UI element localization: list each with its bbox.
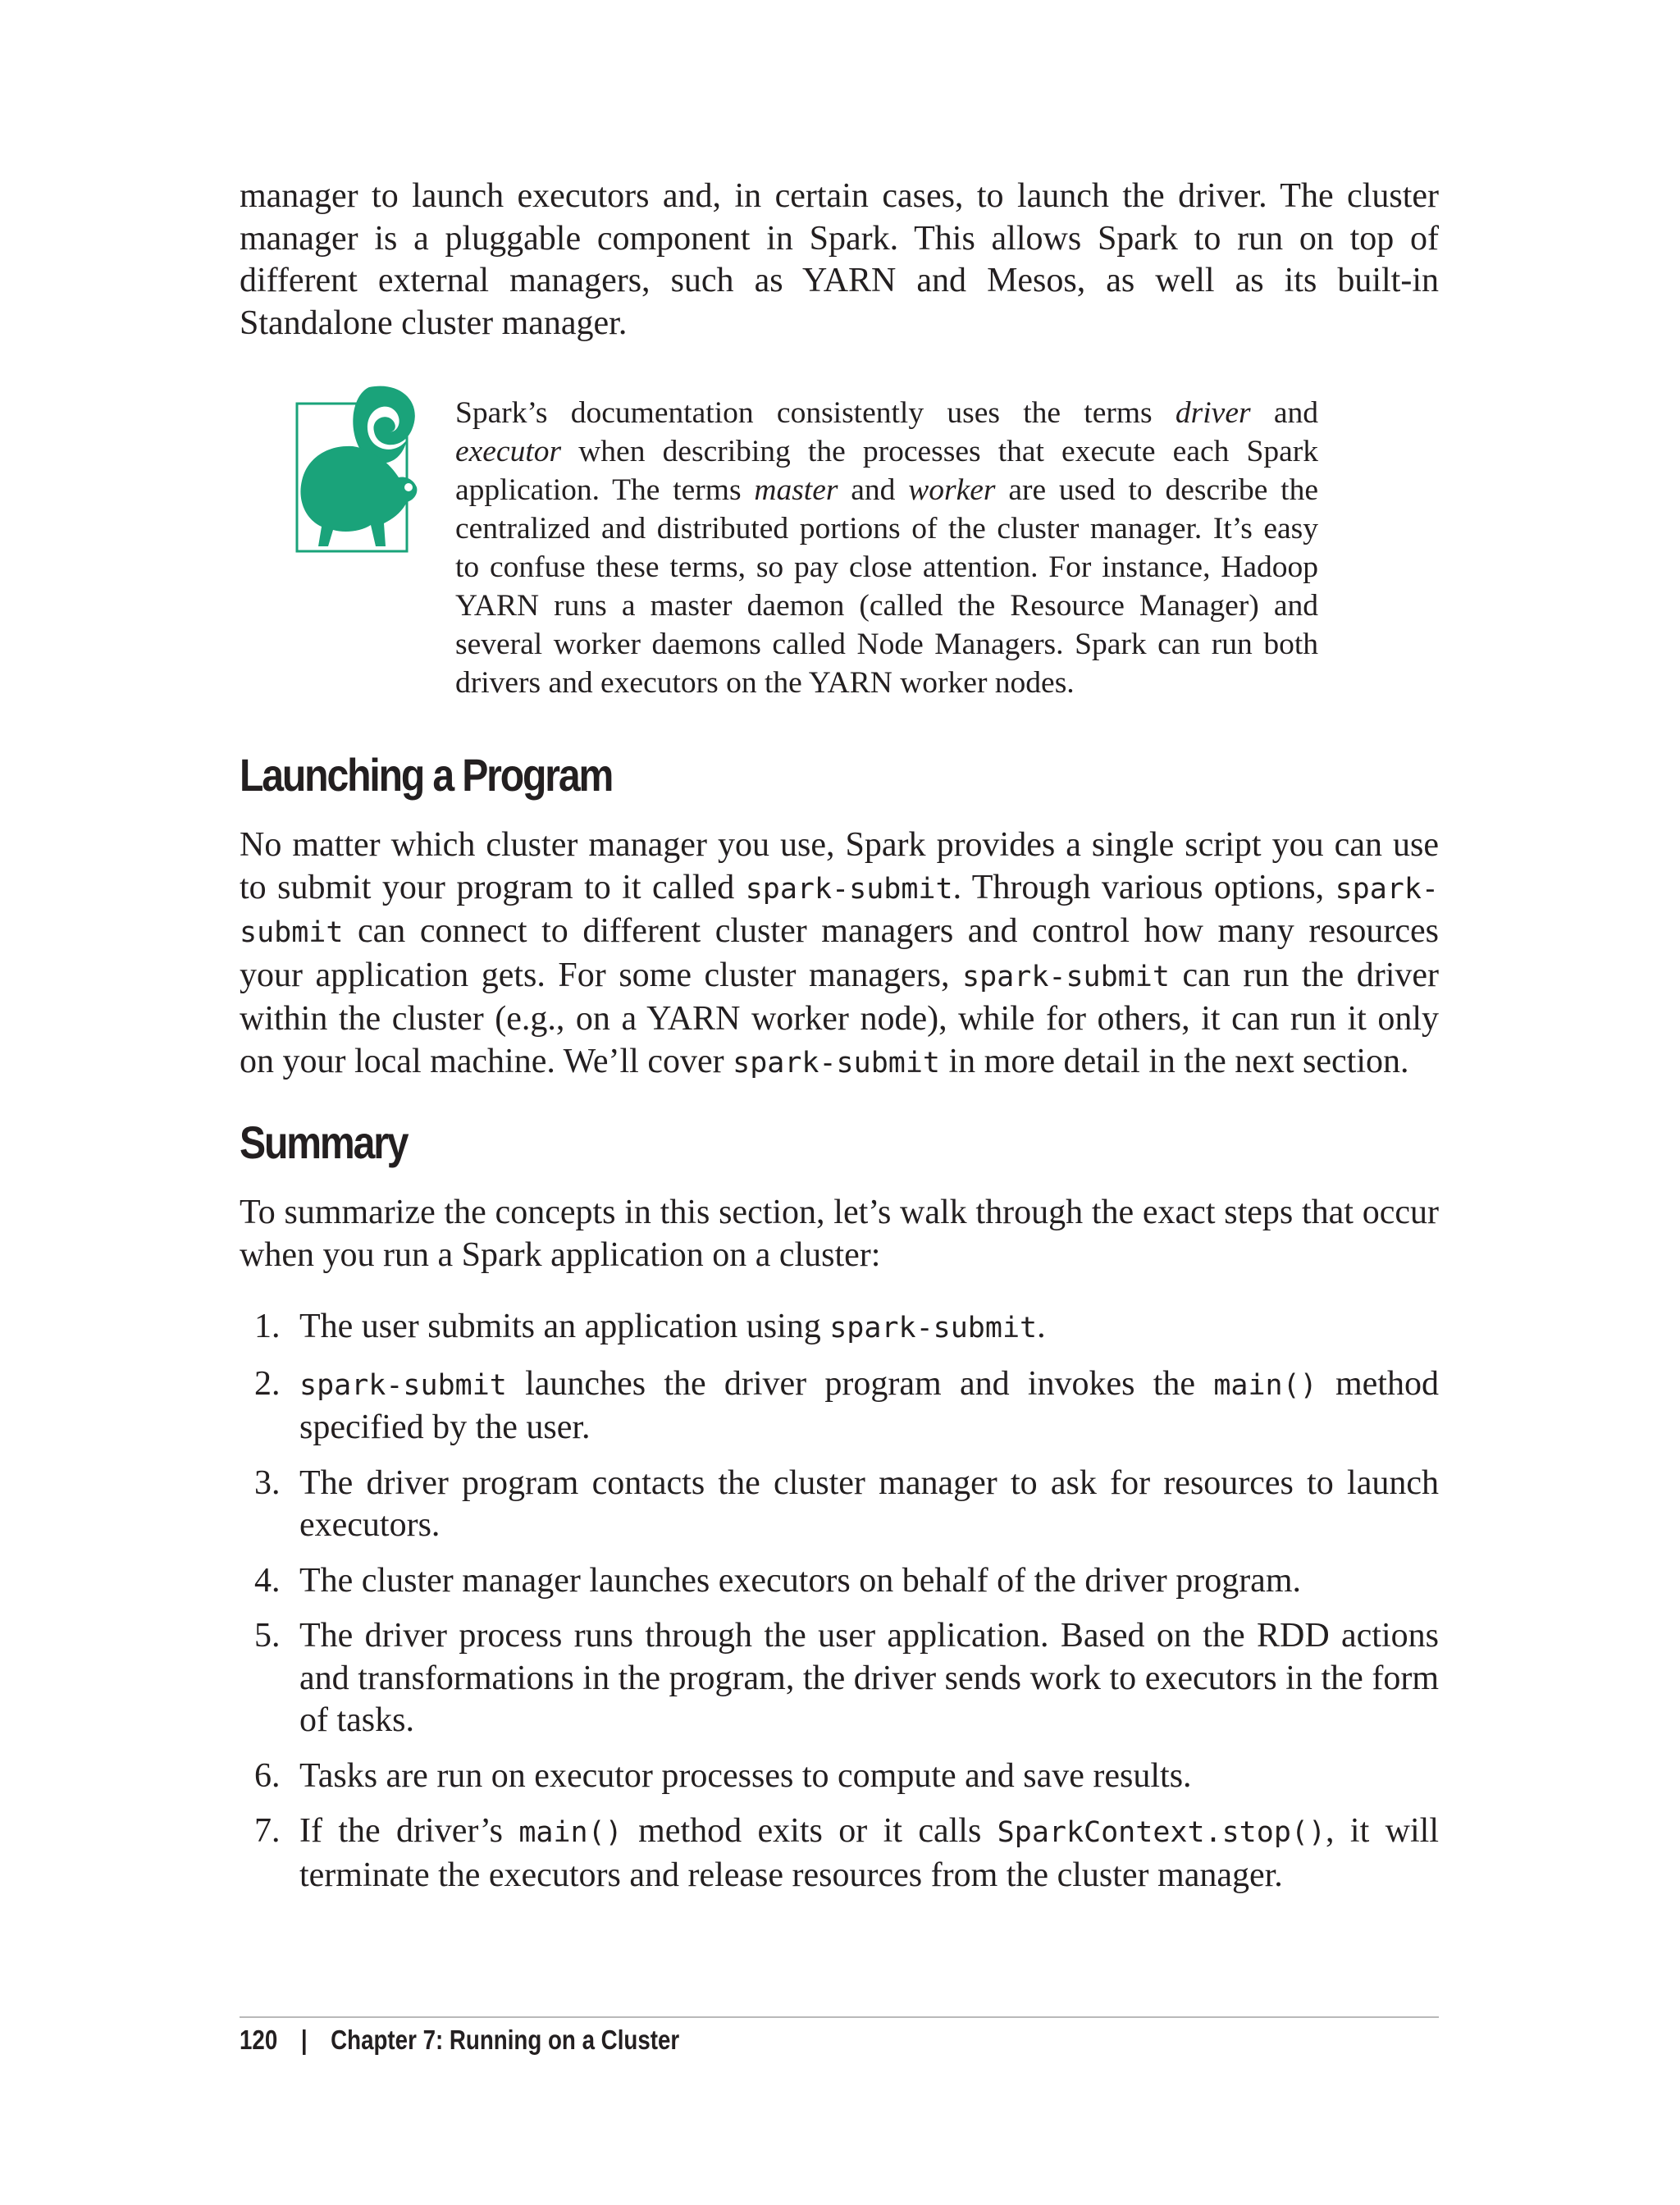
note-text: and <box>838 473 909 507</box>
list-text: The cluster manager launches executors on behalf of the driver program. <box>299 1561 1301 1600</box>
note-callout <box>455 394 1318 702</box>
list-text: The user submits an application using <box>299 1308 830 1345</box>
inline-code: spark-submit <box>829 1312 1038 1344</box>
footer-separator: | <box>300 2025 308 2055</box>
note-term-worker: worker <box>908 473 996 507</box>
note-term-executor: executor <box>455 435 562 468</box>
inline-code: spark-submit <box>962 960 1170 993</box>
inline-code: main() <box>1213 1368 1317 1402</box>
list-number: 6. <box>254 1756 281 1795</box>
paragraph-text: can connect to different cluster managers and control how many resources your application gets. For some cluster managers, <box>240 912 1439 994</box>
list-text: launches the driver program and invokes the <box>506 1364 1214 1403</box>
footer-divider <box>240 2016 1439 2018</box>
note-term-master: master <box>754 473 838 507</box>
launching-paragraph <box>240 824 1439 1084</box>
list-text: If the driver’s <box>299 1812 519 1850</box>
list-item <box>240 1560 1439 1603</box>
inline-code: spark-submit <box>240 872 1439 949</box>
list-number: 3. <box>254 1463 281 1502</box>
heading-summary: Summary <box>240 1116 408 1168</box>
inline-code: spark-submit <box>745 872 953 906</box>
list-text: Tasks are run on executor processes to compute and save results. <box>299 1756 1192 1795</box>
list-item <box>240 1755 1439 1798</box>
list-number: 2. <box>254 1364 281 1403</box>
summary-steps-list <box>240 1306 1439 1910</box>
inline-code: spark-submit <box>299 1368 507 1402</box>
heading-launching-a-program: Launching a Program <box>240 749 613 801</box>
list-text: method specified by the user. <box>299 1364 1439 1446</box>
list-text: The driver process runs through the user application. Based on the RDD actions and transformations in the program, the driver sends work to executors in the form of tasks. <box>299 1617 1439 1739</box>
note-text: are used to describe the centralized and distributed portions of the cluster manager. It’s easy to confuse these terms, so pay close attention. For instance, Hadoop YARN runs a master daemon (called the Resource Manager) and several worker daemons called Node Managers. Spark can run both drivers and executors on the YARN worker nodes. <box>455 473 1318 700</box>
list-text: . <box>1037 1308 1046 1345</box>
list-item <box>240 1306 1439 1350</box>
paragraph-text: . Through various options, <box>952 868 1335 906</box>
inline-code: spark-submit <box>733 1046 940 1080</box>
inline-code: main() <box>518 1816 623 1849</box>
list-number: 5. <box>254 1617 281 1655</box>
note-text: and <box>1250 396 1318 430</box>
summary-intro-paragraph: To summarize the concepts in this section, let’s walk through the exact steps that occur when you run a Spark application on a cluster: <box>240 1194 1439 1274</box>
list-text: The driver program contacts the cluster manager to ask for resources to launch executors. <box>299 1463 1439 1544</box>
paragraph-text: can run the driver within the cluster (e.g., on a YARN worker node), while for others, it can run it only on your local machine. We’ll cover <box>240 956 1439 1080</box>
list-text: , it will terminate the executors and release resources from the cluster manager. <box>299 1812 1439 1894</box>
paragraph-text: No matter which cluster manager you use, Spark provides a single script you can use to submit your program to it called <box>240 826 1439 906</box>
page-number: 120 <box>240 2025 278 2055</box>
list-number: 1. <box>254 1308 281 1345</box>
note-text: when describing the processes that execute each Spark application. The terms <box>455 435 1318 507</box>
note-text: Spark’s documentation consistently uses the terms <box>455 396 1176 430</box>
list-item <box>240 1810 1439 1897</box>
chapter-title: Chapter 7: Running on a Cluster <box>331 2025 680 2055</box>
list-text: method exits or it calls <box>622 1812 998 1850</box>
paragraph-text: in more detail in the next section. <box>940 1042 1409 1080</box>
squirrel-note-icon <box>279 379 427 576</box>
list-item <box>240 1463 1439 1547</box>
inline-code: SparkContext.stop() <box>997 1816 1326 1849</box>
list-number: 7. <box>254 1812 281 1850</box>
list-number: 4. <box>254 1561 281 1600</box>
page-footer <box>240 2025 679 2056</box>
list-item <box>240 1615 1439 1742</box>
note-term-driver: driver <box>1175 396 1251 430</box>
list-item <box>240 1363 1439 1449</box>
intro-paragraph: manager to launch executors and, in certain cases, to launch the driver. The cluster manager is a pluggable component in Spark. This allows Spark to run on top of different external managers, such as YARN and Mesos, as well as its built-in Standalone cluster manager. <box>240 177 1439 342</box>
